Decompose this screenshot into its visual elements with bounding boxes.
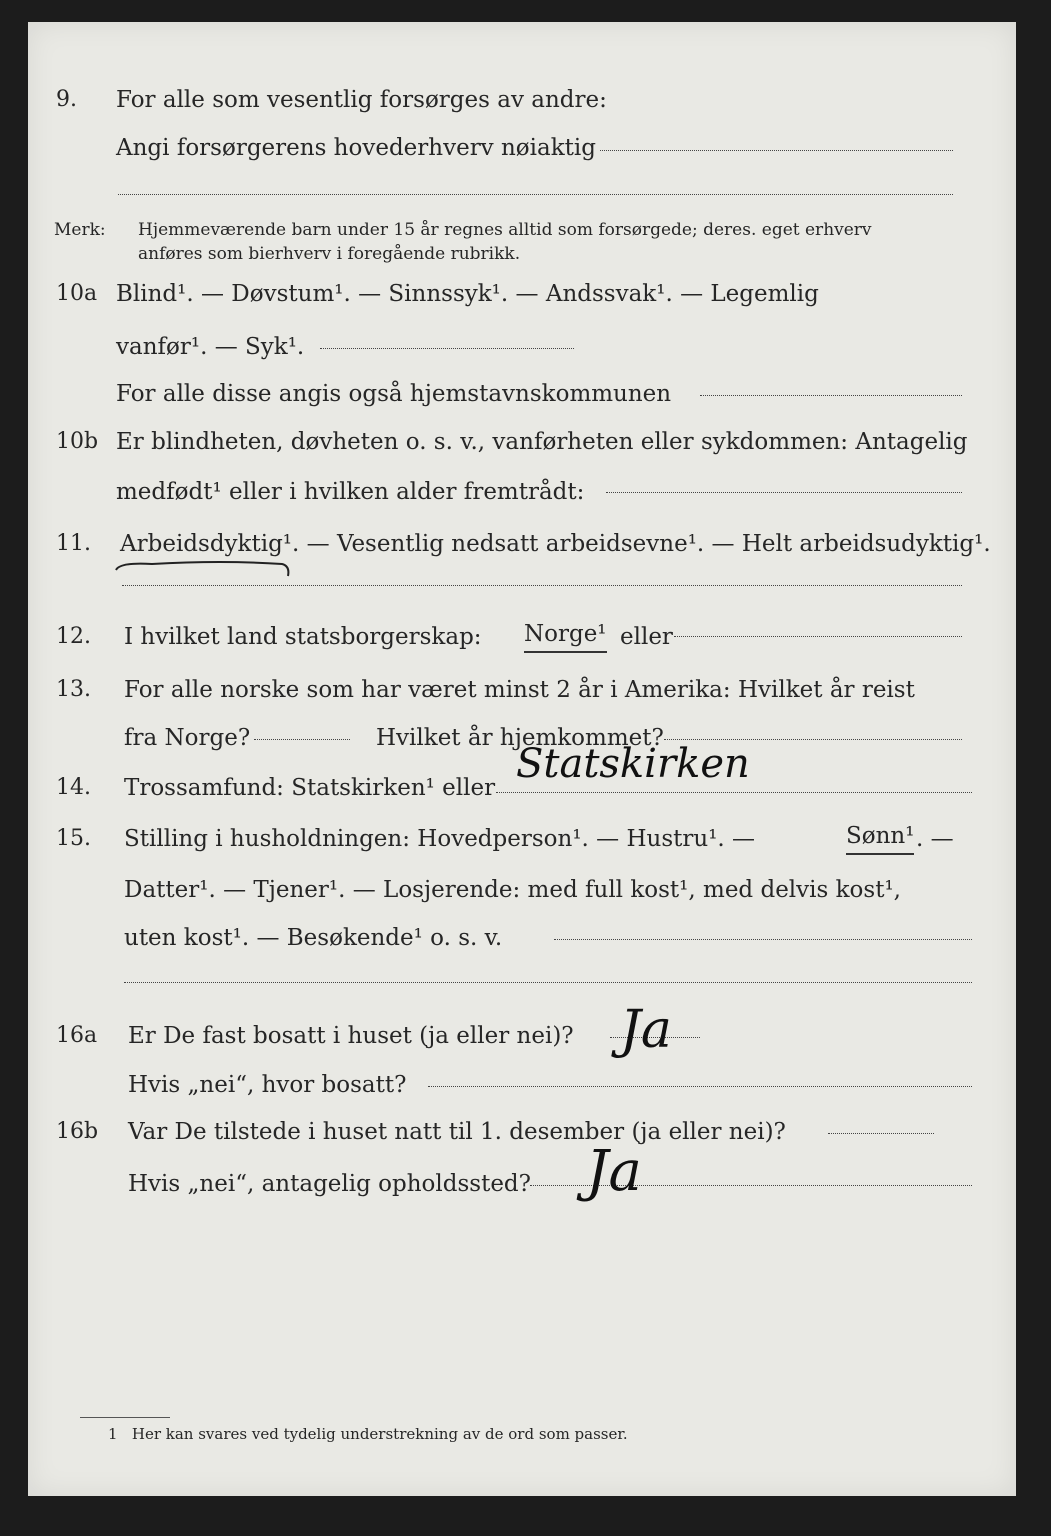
q13-return-label: Hvilket år hjemkommet? [376, 725, 664, 751]
q12-country-field[interactable] [674, 636, 962, 637]
q16a-row [28, 1016, 1016, 1056]
q16b-whereabouts-label: Hvis „nei“, antagelig opholdssted? [128, 1171, 531, 1197]
q16a-question: Er De fast bosatt i huset (ja eller nei)? [128, 1023, 574, 1049]
q14-question: Trossamfund: Statskirken¹ eller [124, 775, 496, 801]
q15-options-2: Datter¹. — Tjener¹. — Losjerende: med full kost¹, med delvis kost¹, [124, 877, 901, 903]
q10a-options-2: vanfør¹. — Syk¹. [116, 334, 305, 360]
q9-question: For alle som vesentlig forsørges av andre: [116, 87, 607, 113]
q15-options: Stilling i husholdningen: Hovedperson¹. — Hustru¹. — [124, 826, 756, 852]
q10a-sick-field[interactable] [320, 348, 574, 349]
q10b-age-field[interactable] [606, 492, 962, 493]
footnote [108, 1422, 628, 1446]
q9-row-2 [28, 128, 1016, 168]
q13-number: 13. [56, 677, 91, 702]
q16b-row [28, 1112, 1016, 1152]
q16a-residence-field[interactable] [428, 1086, 972, 1087]
q10b-age-label: medfødt¹ eller i hvilken alder fremtrådt: [116, 479, 585, 505]
q16a-residence-label: Hvis „nei“, hvor bosatt? [128, 1072, 407, 1098]
q15-row-2 [28, 870, 1016, 910]
q10a-row [28, 274, 1016, 314]
merk-note-line1: Hjemmeværende barn under 15 år regnes alltid som forsørgede; deres. eget erhverv [138, 220, 872, 240]
q12-row [28, 617, 1016, 657]
q16b-answer-field[interactable] [828, 1133, 934, 1134]
q15-sonn-option: Sønn¹ [846, 819, 914, 855]
merk-label: Merk: [54, 220, 106, 240]
q9-row [28, 80, 1016, 120]
q9-provider-field[interactable] [600, 150, 953, 151]
q10a-home-municipality-label: For alle disse angis også hjemstavnskommunen [116, 381, 672, 407]
q12-eller: eller [620, 624, 673, 650]
q15-number: 15. [56, 826, 91, 851]
q15-options-3: uten kost¹. — Besøkende¹ o. s. v. [124, 925, 503, 951]
q9-number: 9. [56, 87, 77, 112]
q11-options: Arbeidsdyktig¹. — Vesentlig nedsatt arbeidsevne¹. — Helt arbeidsudyktig¹. [120, 531, 991, 557]
q13-departure-label: fra Norge? [124, 725, 251, 751]
q13-return-field[interactable] [664, 739, 962, 740]
q15-position-field[interactable] [554, 939, 972, 940]
q16b-row-2 [28, 1164, 1016, 1204]
q11-number: 11. [56, 531, 91, 556]
q16a-number: 16a [56, 1023, 98, 1048]
q16b-question: Var De tilstede i huset natt til 1. desember (ja eller nei)? [128, 1119, 786, 1145]
census-form-page [28, 22, 1016, 1496]
q15-row-3 [28, 918, 1016, 958]
q14-number: 14. [56, 775, 91, 800]
q14-faith-field[interactable] [496, 792, 972, 793]
q16b-number: 16b [56, 1119, 99, 1144]
q10a-row-2 [28, 327, 1016, 367]
q11-handwritten-underline [112, 558, 292, 580]
merk-note-line2: anføres som bierhverv i foregående rubrikk. [138, 244, 521, 264]
q10b-number: 10b [56, 429, 99, 454]
footnote-marker: 1 [108, 1425, 118, 1443]
q13-departure-field[interactable] [254, 739, 350, 740]
q12-question: I hvilket land statsborgerskap: [124, 624, 482, 650]
footnote-text: Her kan svares ved tydelig understrekning av de ord som passer. [131, 1425, 628, 1443]
footnote-rule [80, 1417, 170, 1418]
q15-row [28, 819, 1016, 859]
q11-blank-line[interactable] [122, 585, 962, 586]
q10a-number: 10a [56, 281, 98, 306]
q10b-question: Er blindheten, døvheten o. s. v., vanførheten eller sykdommen: Antagelig [116, 429, 968, 455]
q12-norge-option: Norge¹ [524, 617, 607, 653]
q16a-row-2 [28, 1065, 1016, 1105]
q10a-home-municipality-field[interactable] [700, 395, 962, 396]
q12-number: 12. [56, 624, 91, 649]
q15-options-end: . — [916, 826, 954, 852]
q15-blank-line[interactable] [124, 982, 972, 983]
q13-question: For alle norske som har været minst 2 år i Amerika: Hvilket år reist [124, 677, 915, 703]
q10b-row [28, 422, 1016, 462]
q13-row [28, 670, 1016, 710]
q16b-handwritten-answer: Ja [586, 1139, 642, 1204]
q9-blank-line[interactable] [118, 194, 953, 195]
q9-provider-label: Angi forsørgerens hovederhverv nøiaktig [116, 135, 596, 161]
q14-handwritten-answer: Statskirken [516, 741, 750, 787]
q10a-options: Blind¹. — Døvstum¹. — Sinnssyk¹. — Andssvak¹. — Legemlig [116, 281, 819, 307]
q16a-handwritten-answer: Ja [620, 1000, 672, 1060]
q10a-row-3 [28, 374, 1016, 414]
